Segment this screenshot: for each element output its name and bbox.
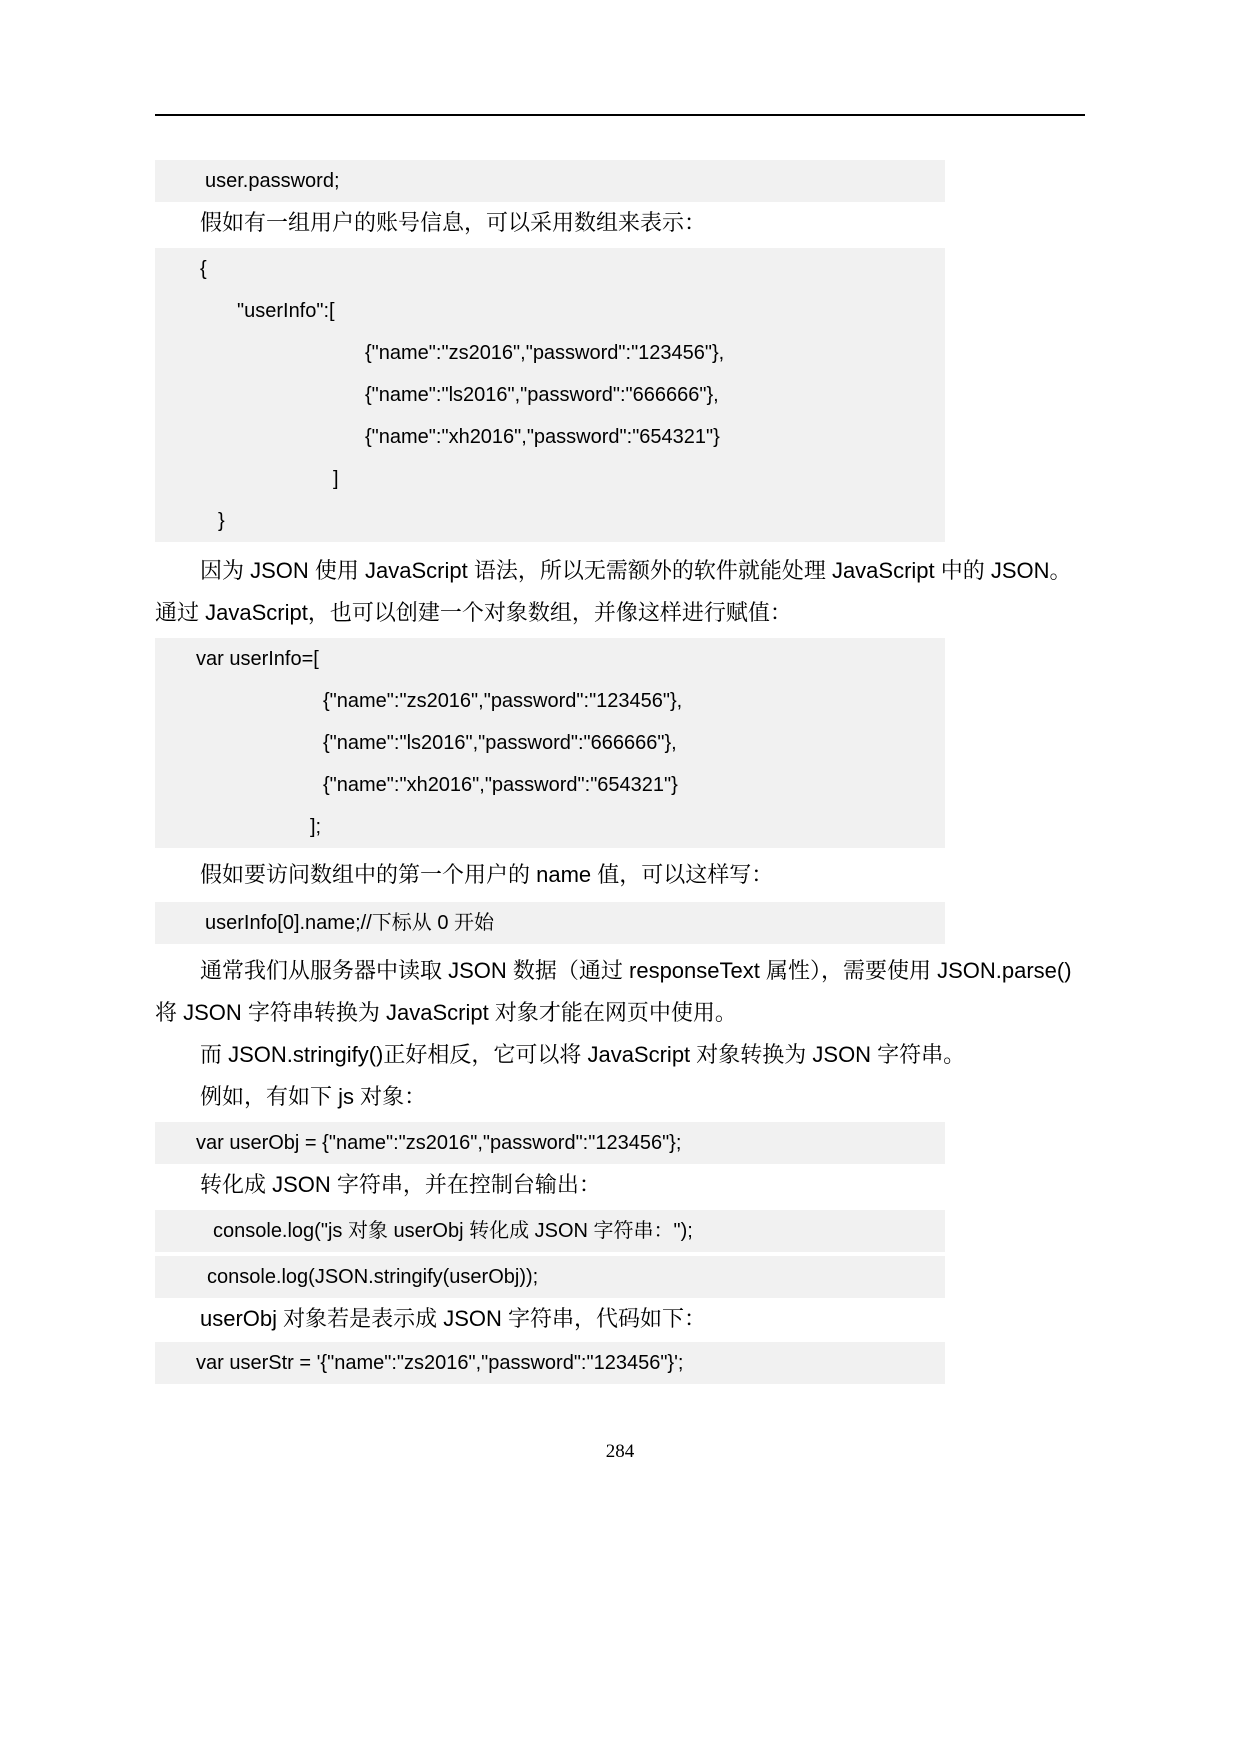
code-line: var userStr = '{"name":"zs2016","password":"123456"}'; bbox=[196, 1352, 684, 1374]
code-line: userInfo[0].name;//下标从 0 开始 bbox=[205, 912, 494, 934]
code-block-userinfo-object bbox=[155, 248, 945, 542]
code-block-userinfo-array bbox=[155, 638, 945, 848]
para-array-intro: 假如有一组用户的账号信息，可以采用数组来表示： bbox=[200, 210, 707, 235]
para-json-stringify: 而 JSON.stringify()正好相反，它可以将 JavaScript 对象转换为 JSON 字符串。 bbox=[200, 1042, 966, 1067]
code-line: {"name":"ls2016","password":"666666"}, bbox=[323, 732, 677, 754]
code-line: var userInfo=[ bbox=[196, 648, 319, 670]
code-line: {"name":"zs2016","password":"123456"}, bbox=[365, 342, 725, 364]
code-line: {"name":"xh2016","password":"654321"} bbox=[365, 426, 720, 448]
code-line: } bbox=[218, 510, 225, 532]
para-userobj-as-string: userObj 对象若是表示成 JSON 字符串，代码如下： bbox=[200, 1306, 707, 1331]
header-rule bbox=[155, 114, 1085, 116]
code-line: ] bbox=[333, 468, 339, 490]
code-line: console.log("js 对象 userObj 转化成 JSON 字符串："); bbox=[213, 1220, 693, 1242]
code-block-access-name bbox=[155, 902, 945, 944]
code-line: user.password; bbox=[205, 170, 340, 192]
code-line: console.log(JSON.stringify(userObj)); bbox=[207, 1266, 539, 1288]
code-line: {"name":"ls2016","password":"666666"}, bbox=[365, 384, 719, 406]
code-line: {"name":"xh2016","password":"654321"} bbox=[323, 774, 678, 796]
para-json-syntax-line1: 因为 JSON 使用 JavaScript 语法，所以无需额外的软件就能处理 JavaScript 中的 JSON。 bbox=[200, 558, 1072, 583]
para-json-syntax-line2: 通过 JavaScript，也可以创建一个对象数组，并像这样进行赋值： bbox=[155, 600, 792, 625]
code-block-console-log-label bbox=[155, 1210, 945, 1252]
para-access-first-user: 假如要访问数组中的第一个用户的 name 值，可以这样写： bbox=[200, 862, 774, 887]
para-json-parse-line2: 将 JSON 字符串转换为 JavaScript 对象才能在网页中使用。 bbox=[155, 1000, 737, 1025]
code-block-console-log-stringify bbox=[155, 1256, 945, 1298]
code-line: {"name":"zs2016","password":"123456"}, bbox=[323, 690, 683, 712]
para-convert-output: 转化成 JSON 字符串，并在控制台输出： bbox=[200, 1172, 601, 1197]
code-line: ]; bbox=[310, 816, 322, 838]
code-block-userobj bbox=[155, 1122, 945, 1164]
code-block-userstr bbox=[155, 1342, 945, 1384]
code-line: var userObj = {"name":"zs2016","password":"123456"}; bbox=[196, 1132, 682, 1154]
code-block-user-password bbox=[155, 160, 945, 202]
page-content bbox=[0, 114, 1240, 1384]
para-example-js-object: 例如，有如下 js 对象： bbox=[200, 1084, 427, 1109]
code-line: "userInfo":[ bbox=[237, 300, 335, 322]
para-json-parse-line1: 通常我们从服务器中读取 JSON 数据（通过 responseText 属性），需要使用 JSON.parse() bbox=[200, 958, 1072, 983]
code-line: { bbox=[200, 258, 207, 280]
page-number: 284 bbox=[605, 1441, 635, 1462]
